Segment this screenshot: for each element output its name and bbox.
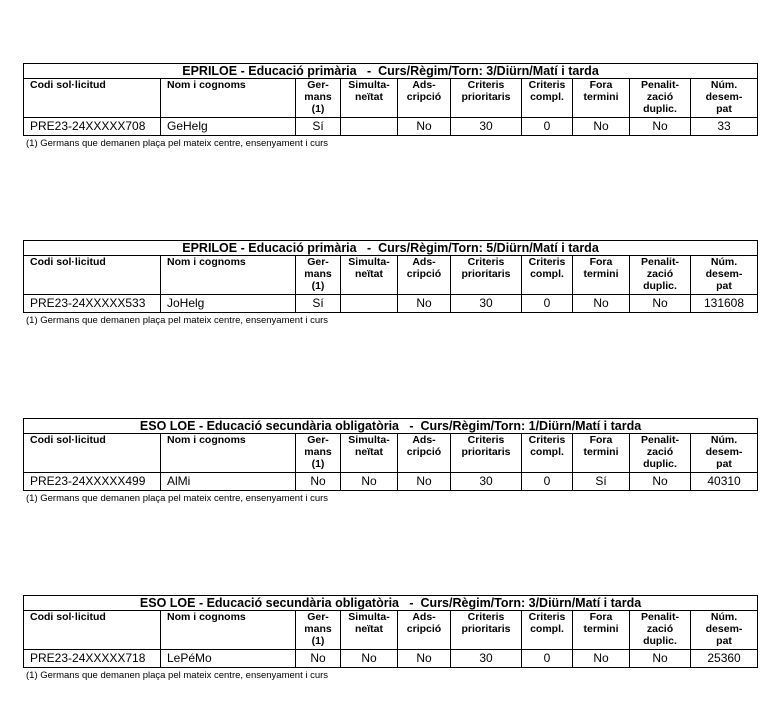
- col-header-line: Ger-: [307, 611, 329, 623]
- col-header-line: termini: [583, 623, 619, 635]
- cell-adscr: No: [398, 118, 451, 136]
- col-header-line: (1): [311, 103, 325, 115]
- cell-name: AlMi: [161, 473, 296, 491]
- cell-penal: No: [630, 118, 691, 136]
- col-header-line: zació: [646, 623, 674, 635]
- col-header-line: Penalit-: [641, 256, 679, 268]
- results-table: [23, 63, 758, 136]
- results-table: [23, 418, 758, 491]
- col-header-simult: [341, 434, 398, 473]
- col-header-fora: [573, 79, 630, 118]
- col-header-line: pat: [716, 103, 732, 115]
- block-title: [24, 596, 758, 611]
- col-header-line: Ads-: [412, 434, 436, 446]
- col-header-name: Nom i cognoms: [161, 79, 296, 118]
- col-header-line: prioritaris: [461, 91, 511, 103]
- col-header-line: termini: [583, 446, 619, 458]
- result-block: [23, 63, 757, 149]
- cell-simult: No: [341, 473, 398, 491]
- results-table: [23, 240, 758, 313]
- title-separator: -: [399, 596, 421, 610]
- cell-penal: No: [630, 473, 691, 491]
- block-title: [24, 241, 758, 256]
- col-header-penal: [630, 434, 691, 473]
- cell-code: PRE23-24XXXXX499: [24, 473, 161, 491]
- col-header-line: prioritaris: [461, 446, 511, 458]
- col-header-line: Fora: [589, 611, 613, 623]
- col-header-line: Simulta-: [348, 79, 390, 91]
- col-header-line: mans: [304, 91, 332, 103]
- cell-siblings: Sí: [296, 118, 341, 136]
- cell-fora: No: [573, 650, 630, 668]
- col-header-line: duplic.: [643, 280, 677, 292]
- col-header-penal: [630, 256, 691, 295]
- col-header-adscr: [398, 611, 451, 650]
- course-shift: Curs/Règim/Torn: 3/Diürn/Matí i tarda: [378, 64, 599, 78]
- cell-num: 40310: [691, 473, 758, 491]
- cell-name: LePéMo: [161, 650, 296, 668]
- col-header-line: Ads-: [412, 79, 436, 91]
- col-header-siblings: [296, 611, 341, 650]
- cell-simult: [341, 118, 398, 136]
- course-shift: Curs/Règim/Torn: 5/Diürn/Matí i tarda: [378, 241, 599, 255]
- col-header-crit_compl: [522, 79, 573, 118]
- col-header-adscr: [398, 434, 451, 473]
- col-header-line: Simulta-: [348, 434, 390, 446]
- col-header-line: desem-: [705, 268, 743, 280]
- col-header-line: Núm.: [710, 611, 738, 623]
- col-header-line: Núm.: [710, 79, 738, 91]
- col-header-line: Criteris: [467, 611, 505, 623]
- cell-name: JoHelg: [161, 295, 296, 313]
- col-header-code: Codi sol·licitud: [24, 434, 161, 473]
- cell-adscr: No: [398, 295, 451, 313]
- col-header-crit_compl: [522, 611, 573, 650]
- course-title: ESO LOE - Educació secundària obligatòria: [139, 596, 399, 610]
- col-header-line: Fora: [589, 79, 613, 91]
- col-header-line: prioritaris: [461, 268, 511, 280]
- col-header-line: Criteris: [528, 79, 566, 91]
- col-header-line: Criteris: [467, 79, 505, 91]
- col-header-line: mans: [304, 446, 332, 458]
- cell-crit_compl: 0: [522, 473, 573, 491]
- col-header-simult: [341, 256, 398, 295]
- col-header-simult: [341, 611, 398, 650]
- col-header-fora: [573, 434, 630, 473]
- col-header-line: neïtat: [354, 91, 383, 103]
- col-header-line: neïtat: [354, 268, 383, 280]
- title-separator: -: [356, 64, 379, 78]
- col-header-line: Criteris: [467, 256, 505, 268]
- cell-adscr: No: [398, 650, 451, 668]
- cell-crit_compl: 0: [522, 650, 573, 668]
- col-header-line: (1): [311, 458, 325, 470]
- col-header-line: zació: [646, 446, 674, 458]
- col-header-line: termini: [583, 91, 619, 103]
- col-header-line: Criteris: [528, 611, 566, 623]
- col-header-simult: [341, 79, 398, 118]
- col-header-line: Núm.: [710, 256, 738, 268]
- col-header-line: Ger-: [307, 79, 329, 91]
- cell-code: PRE23-24XXXXX533: [24, 295, 161, 313]
- col-header-line: mans: [304, 623, 332, 635]
- col-header-line: desem-: [705, 446, 743, 458]
- cell-adscr: No: [398, 473, 451, 491]
- col-header-line: Penalit-: [641, 611, 679, 623]
- col-header-line: termini: [583, 268, 619, 280]
- table-row: [24, 295, 758, 313]
- col-header-crit_prio: [451, 79, 522, 118]
- col-header-fora: [573, 611, 630, 650]
- col-header-line: cripció: [406, 623, 442, 635]
- cell-penal: No: [630, 650, 691, 668]
- col-header-name: Nom i cognoms: [161, 611, 296, 650]
- block-title: [24, 64, 758, 79]
- col-header-line: Fora: [589, 256, 613, 268]
- table-row: [24, 118, 758, 136]
- course-title: ESO LOE - Educació secundària obligatòria: [139, 419, 399, 433]
- col-header-penal: [630, 79, 691, 118]
- cell-num: 131608: [691, 295, 758, 313]
- col-header-line: compl.: [530, 91, 564, 103]
- col-header-penal: [630, 611, 691, 650]
- cell-crit_compl: 0: [522, 118, 573, 136]
- course-shift: Curs/Règim/Torn: 3/Diürn/Matí i tarda: [420, 596, 642, 610]
- col-header-siblings: [296, 434, 341, 473]
- footnote: (1) Germans que demanen plaça pel mateix centre, ensenyament i curs: [26, 138, 329, 149]
- col-header-name: Nom i cognoms: [161, 256, 296, 295]
- cell-code: PRE23-24XXXXX718: [24, 650, 161, 668]
- col-header-line: pat: [716, 635, 732, 647]
- col-header-line: (1): [311, 280, 325, 292]
- col-header-line: cripció: [406, 446, 442, 458]
- col-header-line: pat: [716, 458, 732, 470]
- cell-penal: No: [630, 295, 691, 313]
- result-block: [23, 240, 757, 326]
- results-table: [23, 595, 758, 668]
- footnote: (1) Germans que demanen plaça pel mateix centre, ensenyament i curs: [26, 493, 329, 504]
- cell-simult: No: [341, 650, 398, 668]
- col-header-adscr: [398, 256, 451, 295]
- col-header-line: compl.: [530, 268, 564, 280]
- course-shift: Curs/Règim/Torn: 1/Diürn/Matí i tarda: [420, 419, 642, 433]
- col-header-line: duplic.: [643, 635, 677, 647]
- table-row: [24, 650, 758, 668]
- cell-num: 25360: [691, 650, 758, 668]
- block-title: [24, 419, 758, 434]
- table-row: [24, 473, 758, 491]
- cell-crit_prio: 30: [451, 118, 522, 136]
- col-header-line: zació: [646, 268, 674, 280]
- col-header-code: Codi sol·licitud: [24, 79, 161, 118]
- col-header-line: neïtat: [354, 446, 383, 458]
- col-header-line: Penalit-: [641, 79, 679, 91]
- cell-num: 33: [691, 118, 758, 136]
- cell-fora: Sí: [573, 473, 630, 491]
- col-header-num: [691, 79, 758, 118]
- footnote: (1) Germans que demanen plaça pel mateix centre, ensenyament i curs: [26, 670, 329, 681]
- col-header-line: Criteris: [467, 434, 505, 446]
- result-block: [23, 595, 757, 681]
- cell-crit_prio: 30: [451, 650, 522, 668]
- result-block: [23, 418, 757, 504]
- col-header-line: duplic.: [643, 458, 677, 470]
- col-header-name: Nom i cognoms: [161, 434, 296, 473]
- col-header-code: Codi sol·licitud: [24, 256, 161, 295]
- cell-siblings: No: [296, 650, 341, 668]
- col-header-crit_prio: [451, 434, 522, 473]
- col-header-crit_compl: [522, 256, 573, 295]
- col-header-line: desem-: [705, 91, 743, 103]
- col-header-line: compl.: [530, 623, 564, 635]
- title-separator: -: [399, 419, 421, 433]
- col-header-siblings: [296, 256, 341, 295]
- cell-crit_prio: 30: [451, 295, 522, 313]
- col-header-line: cripció: [406, 91, 442, 103]
- col-header-line: (1): [311, 635, 325, 647]
- col-header-line: Fora: [589, 434, 613, 446]
- col-header-num: [691, 256, 758, 295]
- col-header-siblings: [296, 79, 341, 118]
- col-header-line: cripció: [406, 268, 442, 280]
- col-header-num: [691, 611, 758, 650]
- col-header-line: prioritaris: [461, 623, 511, 635]
- col-header-line: zació: [646, 91, 674, 103]
- col-header-line: Penalit-: [641, 434, 679, 446]
- title-separator: -: [356, 241, 379, 255]
- cell-fora: No: [573, 295, 630, 313]
- cell-siblings: Sí: [296, 295, 341, 313]
- col-header-fora: [573, 256, 630, 295]
- col-header-line: pat: [716, 280, 732, 292]
- cell-crit_compl: 0: [522, 295, 573, 313]
- col-header-line: Ger-: [307, 256, 329, 268]
- col-header-num: [691, 434, 758, 473]
- col-header-crit_prio: [451, 256, 522, 295]
- col-header-code: Codi sol·licitud: [24, 611, 161, 650]
- footnote: (1) Germans que demanen plaça pel mateix centre, ensenyament i curs: [26, 315, 329, 326]
- cell-simult: [341, 295, 398, 313]
- col-header-line: Criteris: [528, 256, 566, 268]
- col-header-line: compl.: [530, 446, 564, 458]
- cell-code: PRE23-24XXXXX708: [24, 118, 161, 136]
- cell-name: GeHelg: [161, 118, 296, 136]
- col-header-line: Ads-: [412, 256, 436, 268]
- cell-siblings: No: [296, 473, 341, 491]
- course-title: EPRILOE - Educació primària: [182, 64, 357, 78]
- cell-fora: No: [573, 118, 630, 136]
- col-header-line: mans: [304, 268, 332, 280]
- col-header-line: Núm.: [710, 434, 738, 446]
- col-header-line: Simulta-: [348, 256, 390, 268]
- col-header-line: desem-: [705, 623, 743, 635]
- col-header-adscr: [398, 79, 451, 118]
- col-header-line: neïtat: [354, 623, 383, 635]
- col-header-line: Ger-: [307, 434, 329, 446]
- col-header-crit_compl: [522, 434, 573, 473]
- col-header-line: Ads-: [412, 611, 436, 623]
- col-header-line: duplic.: [643, 103, 677, 115]
- col-header-line: Simulta-: [348, 611, 390, 623]
- course-title: EPRILOE - Educació primària: [182, 241, 357, 255]
- col-header-line: Criteris: [528, 434, 566, 446]
- cell-crit_prio: 30: [451, 473, 522, 491]
- col-header-crit_prio: [451, 611, 522, 650]
